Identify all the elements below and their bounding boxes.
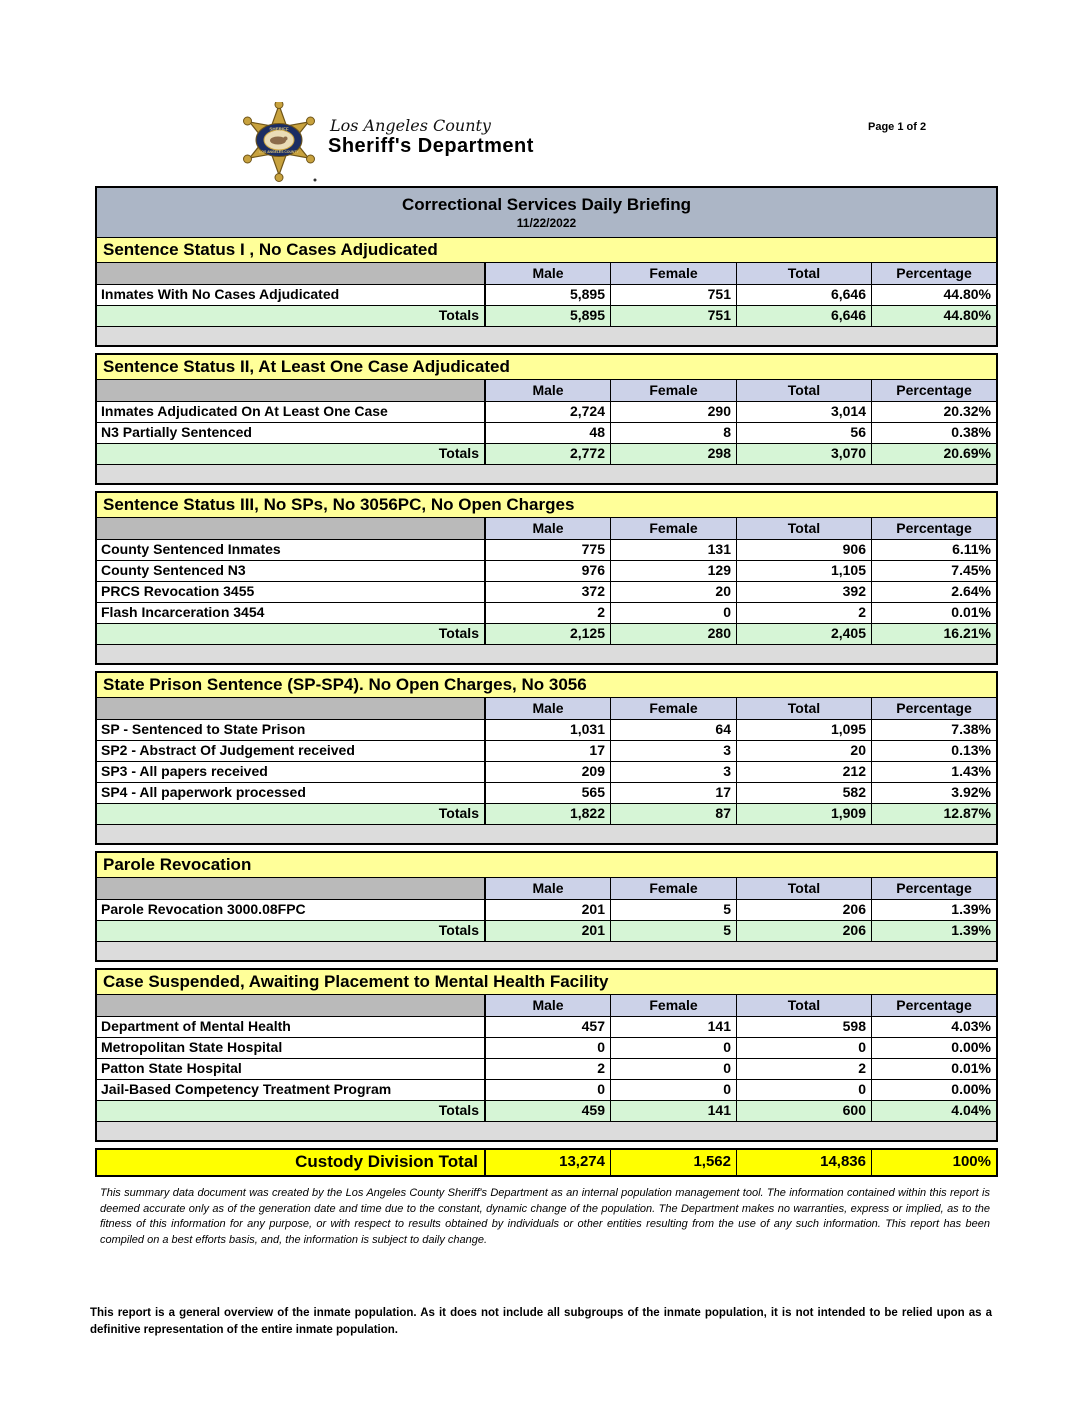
column-header-percentage: Percentage bbox=[871, 995, 996, 1016]
totals-male-value: 459 bbox=[484, 1101, 610, 1121]
footnote-text: This report is a general overview of the inmate population. As it does not include all subgroups of the inmate population, it is not intended to be relied upon as a definitive representation of the entire inmate population. bbox=[90, 1307, 992, 1336]
section-title-1: Sentence Status I , No Cases Adjudicated bbox=[97, 237, 996, 262]
totals-label: Totals bbox=[97, 1101, 484, 1121]
male-value: 565 bbox=[484, 783, 610, 803]
column-header-percentage: Percentage bbox=[871, 263, 996, 284]
total-value: 598 bbox=[736, 1017, 871, 1037]
female-value: 17 bbox=[610, 783, 736, 803]
totals-male-value: 201 bbox=[484, 921, 610, 941]
totals-male-value: 2,772 bbox=[484, 444, 610, 464]
male-value: 209 bbox=[484, 762, 610, 782]
column-header-female: Female bbox=[610, 263, 736, 284]
male-value: 48 bbox=[484, 423, 610, 443]
section-spacer bbox=[97, 644, 996, 663]
column-header-row bbox=[97, 877, 996, 899]
row-label: Department of Mental Health bbox=[97, 1017, 484, 1037]
totals-male-value: 5,895 bbox=[484, 306, 610, 326]
female-value: 141 bbox=[610, 1017, 736, 1037]
section-block-4 bbox=[95, 671, 998, 845]
page-number-label: Page 1 of 2 bbox=[868, 121, 927, 133]
column-header-male: Male bbox=[484, 518, 610, 539]
total-value: 906 bbox=[736, 540, 871, 560]
section-spacer bbox=[97, 464, 996, 483]
totals-row bbox=[97, 1100, 996, 1121]
total-value: 206 bbox=[736, 900, 871, 920]
total-value: 0 bbox=[736, 1038, 871, 1058]
column-header-row bbox=[97, 262, 996, 284]
row-label: Inmates With No Cases Adjudicated bbox=[97, 285, 484, 305]
report-body bbox=[95, 186, 998, 1183]
grand-total-percentage-value: 100% bbox=[871, 1150, 996, 1175]
column-header-male: Male bbox=[484, 263, 610, 284]
section-block-6 bbox=[95, 968, 998, 1142]
totals-female-value: 280 bbox=[610, 624, 736, 644]
column-header-percentage: Percentage bbox=[871, 380, 996, 401]
total-value: 1,105 bbox=[736, 561, 871, 581]
total-value: 2 bbox=[736, 603, 871, 623]
totals-total-value: 3,070 bbox=[736, 444, 871, 464]
totals-total-value: 6,646 bbox=[736, 306, 871, 326]
row-label: Parole Revocation 3000.08FPC bbox=[97, 900, 484, 920]
column-header-total: Total bbox=[736, 878, 871, 899]
total-value: 3,014 bbox=[736, 402, 871, 422]
percentage-value: 3.92% bbox=[871, 783, 996, 803]
percentage-value: 7.38% bbox=[871, 720, 996, 740]
report-title-bar bbox=[97, 188, 996, 237]
table-row bbox=[97, 899, 996, 920]
svg-text:SHERIFF: SHERIFF bbox=[269, 126, 289, 132]
column-header-male: Male bbox=[484, 995, 610, 1016]
totals-female-value: 5 bbox=[610, 921, 736, 941]
totals-total-value: 1,909 bbox=[736, 804, 871, 824]
male-value: 372 bbox=[484, 582, 610, 602]
male-value: 5,895 bbox=[484, 285, 610, 305]
percentage-value: 0.01% bbox=[871, 603, 996, 623]
grand-total-block bbox=[95, 1148, 998, 1177]
totals-total-value: 2,405 bbox=[736, 624, 871, 644]
totals-row bbox=[97, 443, 996, 464]
male-value: 0 bbox=[484, 1038, 610, 1058]
table-row bbox=[97, 284, 996, 305]
disclaimer-text: This summary data document was created by the Los Angeles County Sheriff's Department as an internal population management tool. The information contained within this report is deemed accurate only as of the generation date and time due to the constant, dynamic change of the population. The Department makes no warranties, express or implied, as to the fitness of this information for any purpose, or with respect to results obtained by individuals or other entities resulting from the use of any such information. This report has been compiled on a best efforts basis, and, the information is subject to daily change. bbox=[100, 1187, 990, 1246]
female-value: 3 bbox=[610, 741, 736, 761]
male-value: 2 bbox=[484, 1059, 610, 1079]
table-row bbox=[97, 539, 996, 560]
female-value: 20 bbox=[610, 582, 736, 602]
totals-label: Totals bbox=[97, 921, 484, 941]
section-spacer bbox=[97, 941, 996, 960]
section-spacer bbox=[97, 824, 996, 843]
totals-percentage-value: 4.04% bbox=[871, 1101, 996, 1121]
total-value: 56 bbox=[736, 423, 871, 443]
female-value: 290 bbox=[610, 402, 736, 422]
row-label: Flash Incarceration 3454 bbox=[97, 603, 484, 623]
percentage-value: 1.39% bbox=[871, 900, 996, 920]
totals-percentage-value: 20.69% bbox=[871, 444, 996, 464]
totals-label: Totals bbox=[97, 624, 484, 644]
table-row bbox=[97, 1079, 996, 1100]
table-row bbox=[97, 560, 996, 581]
totals-percentage-value: 16.21% bbox=[871, 624, 996, 644]
female-value: 0 bbox=[610, 1080, 736, 1100]
row-label: County Sentenced N3 bbox=[97, 561, 484, 581]
percentage-value: 4.03% bbox=[871, 1017, 996, 1037]
total-value: 1,095 bbox=[736, 720, 871, 740]
totals-row bbox=[97, 623, 996, 644]
male-value: 457 bbox=[484, 1017, 610, 1037]
table-row bbox=[97, 581, 996, 602]
column-header-row bbox=[97, 994, 996, 1016]
column-header-total: Total bbox=[736, 995, 871, 1016]
section-title-6: Case Suspended, Awaiting Placement to Mental Health Facility bbox=[97, 970, 996, 994]
totals-female-value: 87 bbox=[610, 804, 736, 824]
section-title-4: State Prison Sentence (SP-SP4). No Open Charges, No 3056 bbox=[97, 673, 996, 697]
male-value: 17 bbox=[484, 741, 610, 761]
row-label: SP4 - All paperwork processed bbox=[97, 783, 484, 803]
document-header bbox=[0, 0, 1088, 186]
percentage-value: 44.80% bbox=[871, 285, 996, 305]
totals-female-value: 751 bbox=[610, 306, 736, 326]
table-row bbox=[97, 719, 996, 740]
totals-row bbox=[97, 920, 996, 941]
totals-female-value: 298 bbox=[610, 444, 736, 464]
grand-total-label: Custody Division Total bbox=[97, 1150, 484, 1175]
female-value: 129 bbox=[610, 561, 736, 581]
female-value: 3 bbox=[610, 762, 736, 782]
female-value: 8 bbox=[610, 423, 736, 443]
report-title: Correctional Services Daily Briefing bbox=[401, 195, 692, 214]
female-value: 5 bbox=[610, 900, 736, 920]
totals-row bbox=[97, 305, 996, 326]
header-spacer-cell bbox=[97, 995, 484, 1016]
report-date: 11/22/2022 bbox=[516, 216, 577, 230]
lasd-badge-logo bbox=[233, 102, 325, 186]
female-value: 751 bbox=[610, 285, 736, 305]
table-row bbox=[97, 602, 996, 623]
table-row bbox=[97, 1037, 996, 1058]
row-label: Patton State Hospital bbox=[97, 1059, 484, 1079]
section-title-5: Parole Revocation bbox=[97, 853, 996, 877]
section-block-5 bbox=[95, 851, 998, 962]
column-header-female: Female bbox=[610, 995, 736, 1016]
column-header-total: Total bbox=[736, 380, 871, 401]
total-value: 212 bbox=[736, 762, 871, 782]
column-header-female: Female bbox=[610, 878, 736, 899]
totals-percentage-value: 44.80% bbox=[871, 306, 996, 326]
grand-total-row bbox=[97, 1150, 996, 1175]
table-row bbox=[97, 1058, 996, 1079]
percentage-value: 2.64% bbox=[871, 582, 996, 602]
total-value: 6,646 bbox=[736, 285, 871, 305]
male-value: 976 bbox=[484, 561, 610, 581]
header-spacer-cell bbox=[97, 263, 484, 284]
female-value: 0 bbox=[610, 603, 736, 623]
percentage-value: 20.32% bbox=[871, 402, 996, 422]
table-row bbox=[97, 740, 996, 761]
total-value: 0 bbox=[736, 1080, 871, 1100]
percentage-value: 0.00% bbox=[871, 1038, 996, 1058]
totals-total-value: 600 bbox=[736, 1101, 871, 1121]
totals-label: Totals bbox=[97, 444, 484, 464]
totals-percentage-value: 1.39% bbox=[871, 921, 996, 941]
column-header-total: Total bbox=[736, 698, 871, 719]
column-header-male: Male bbox=[484, 380, 610, 401]
totals-label: Totals bbox=[97, 804, 484, 824]
table-row bbox=[97, 782, 996, 803]
section-block-1 bbox=[95, 186, 998, 347]
section-block-3 bbox=[95, 491, 998, 665]
grand-total-total-value: 14,836 bbox=[736, 1150, 871, 1175]
sheriff-star-icon bbox=[233, 102, 325, 186]
county-name: Los Angeles County bbox=[330, 116, 491, 135]
percentage-value: 0.13% bbox=[871, 741, 996, 761]
table-row bbox=[97, 401, 996, 422]
row-label: SP - Sentenced to State Prison bbox=[97, 720, 484, 740]
department-name: Sheriff's Department bbox=[328, 135, 534, 157]
female-value: 0 bbox=[610, 1059, 736, 1079]
section-block-2 bbox=[95, 353, 998, 485]
totals-male-value: 1,822 bbox=[484, 804, 610, 824]
header-spacer-cell bbox=[97, 518, 484, 539]
column-header-percentage: Percentage bbox=[871, 518, 996, 539]
totals-male-value: 2,125 bbox=[484, 624, 610, 644]
column-header-total: Total bbox=[736, 518, 871, 539]
section-title-2: Sentence Status II, At Least One Case Adjudicated bbox=[97, 355, 996, 379]
total-value: 2 bbox=[736, 1059, 871, 1079]
totals-label: Totals bbox=[97, 306, 484, 326]
table-row bbox=[97, 761, 996, 782]
column-header-total: Total bbox=[736, 263, 871, 284]
male-value: 0 bbox=[484, 1080, 610, 1100]
row-label: Inmates Adjudicated On At Least One Case bbox=[97, 402, 484, 422]
male-value: 201 bbox=[484, 900, 610, 920]
column-header-percentage: Percentage bbox=[871, 878, 996, 899]
total-value: 392 bbox=[736, 582, 871, 602]
section-title-3: Sentence Status III, No SPs, No 3056PC, No Open Charges bbox=[97, 493, 996, 517]
section-spacer bbox=[97, 326, 996, 345]
svg-text:LOS ANGELES COUNTY: LOS ANGELES COUNTY bbox=[259, 150, 299, 154]
male-value: 1,031 bbox=[484, 720, 610, 740]
header-spacer-cell bbox=[97, 878, 484, 899]
totals-percentage-value: 12.87% bbox=[871, 804, 996, 824]
header-spacer-cell bbox=[97, 380, 484, 401]
column-header-female: Female bbox=[610, 698, 736, 719]
totals-total-value: 206 bbox=[736, 921, 871, 941]
column-header-row bbox=[97, 517, 996, 539]
totals-female-value: 141 bbox=[610, 1101, 736, 1121]
table-row bbox=[97, 422, 996, 443]
totals-row bbox=[97, 803, 996, 824]
row-label: Metropolitan State Hospital bbox=[97, 1038, 484, 1058]
male-value: 2,724 bbox=[484, 402, 610, 422]
row-label: County Sentenced Inmates bbox=[97, 540, 484, 560]
grand-total-female-value: 1,562 bbox=[610, 1150, 736, 1175]
column-header-row bbox=[97, 697, 996, 719]
column-header-female: Female bbox=[610, 518, 736, 539]
column-header-male: Male bbox=[484, 878, 610, 899]
row-label: PRCS Revocation 3455 bbox=[97, 582, 484, 602]
table-row bbox=[97, 1016, 996, 1037]
row-label: SP3 - All papers received bbox=[97, 762, 484, 782]
percentage-value: 0.01% bbox=[871, 1059, 996, 1079]
male-value: 775 bbox=[484, 540, 610, 560]
total-value: 582 bbox=[736, 783, 871, 803]
percentage-value: 6.11% bbox=[871, 540, 996, 560]
percentage-value: 1.43% bbox=[871, 762, 996, 782]
female-value: 0 bbox=[610, 1038, 736, 1058]
female-value: 64 bbox=[610, 720, 736, 740]
row-label: N3 Partially Sentenced bbox=[97, 423, 484, 443]
row-label: SP2 - Abstract Of Judgement received bbox=[97, 741, 484, 761]
column-header-female: Female bbox=[610, 380, 736, 401]
section-spacer bbox=[97, 1121, 996, 1140]
total-value: 20 bbox=[736, 741, 871, 761]
percentage-value: 7.45% bbox=[871, 561, 996, 581]
column-header-male: Male bbox=[484, 698, 610, 719]
percentage-value: 0.38% bbox=[871, 423, 996, 443]
grand-total-male-value: 13,274 bbox=[484, 1150, 610, 1175]
column-header-percentage: Percentage bbox=[871, 698, 996, 719]
header-spacer-cell bbox=[97, 698, 484, 719]
male-value: 2 bbox=[484, 603, 610, 623]
percentage-value: 0.00% bbox=[871, 1080, 996, 1100]
female-value: 131 bbox=[610, 540, 736, 560]
column-header-row bbox=[97, 379, 996, 401]
row-label: Jail-Based Competency Treatment Program bbox=[97, 1080, 484, 1100]
